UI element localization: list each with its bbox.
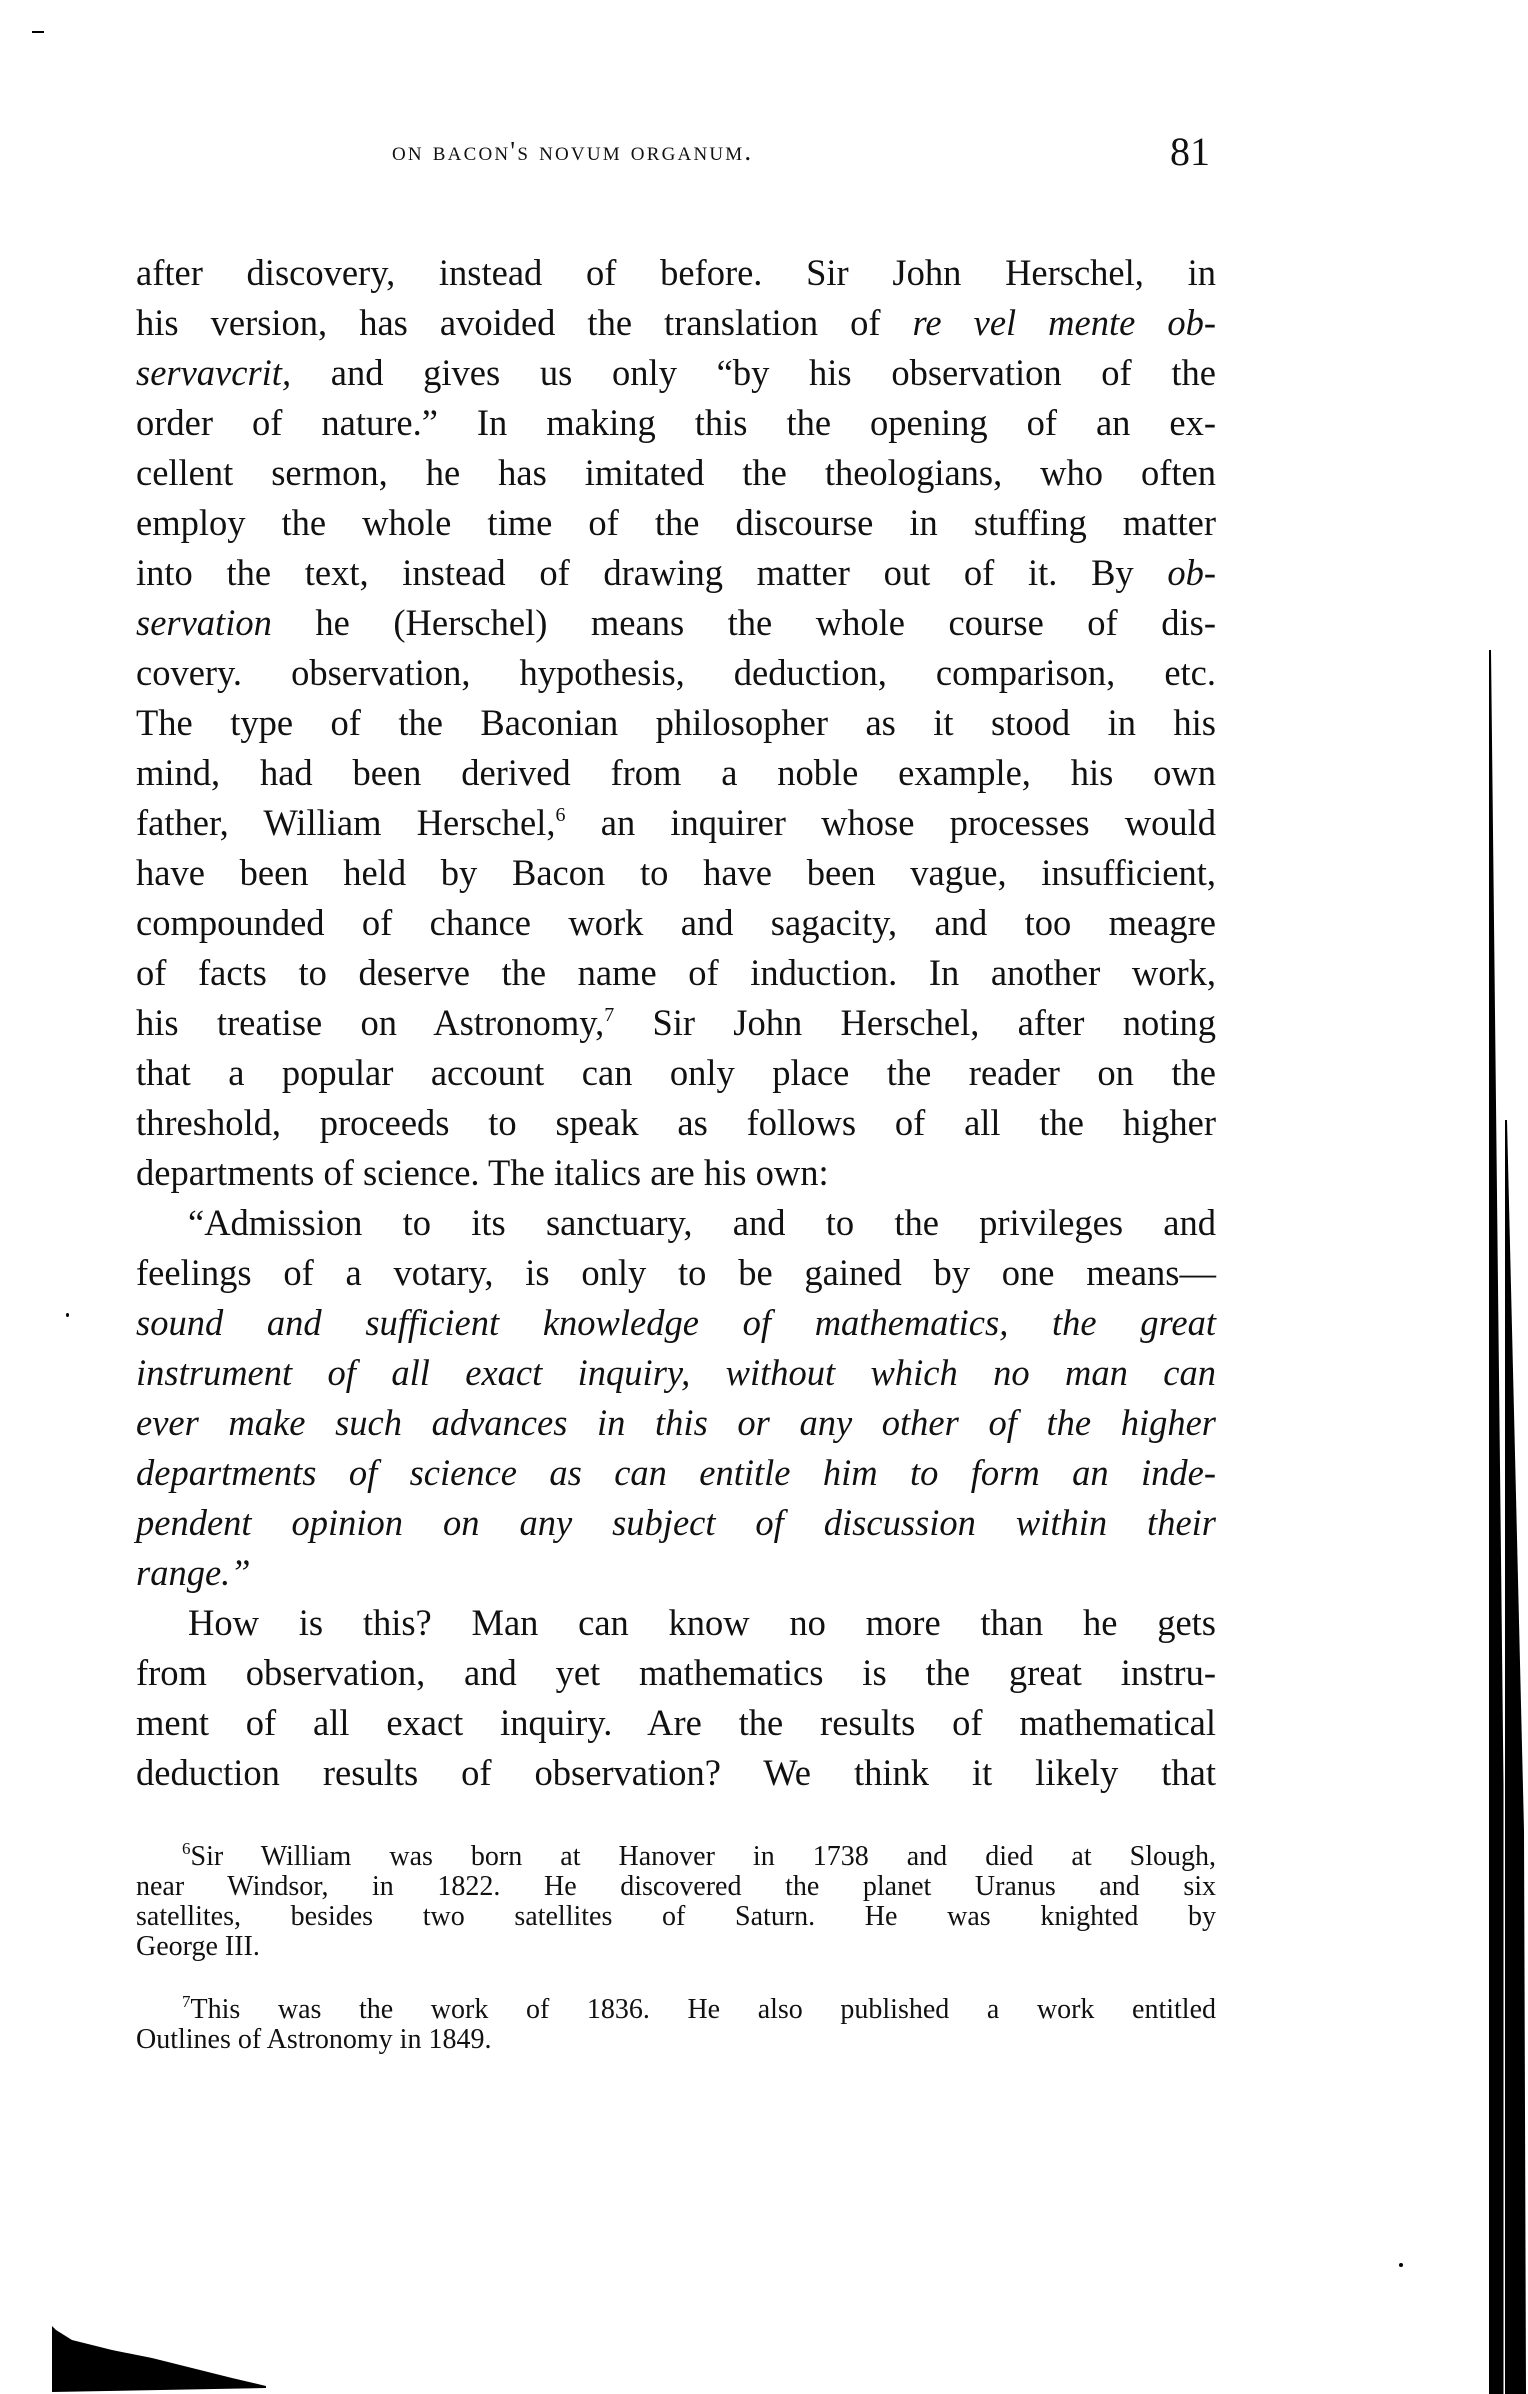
text-line xyxy=(136,1198,1216,1248)
text-line xyxy=(136,1648,1216,1698)
footnote-reference[interactable]: 7 xyxy=(604,1004,615,1026)
scan-speck xyxy=(66,1313,69,1317)
footnote-line xyxy=(136,1839,1216,1872)
text-line xyxy=(136,1098,1216,1148)
page-edge-shadow-inner xyxy=(1489,650,1504,2394)
text-run: “Admission to its sanctuary, and to the privileges and xyxy=(188,1202,1216,1243)
text-run: departments of science. The italics are his own: xyxy=(136,1152,829,1193)
footnote-line xyxy=(136,1872,1216,1902)
text-line xyxy=(136,798,1216,848)
page-edge-gap xyxy=(1504,1050,1506,2394)
scan-speck xyxy=(1399,2263,1403,2267)
footnote-reference[interactable]: 6 xyxy=(555,804,566,826)
text-run: into the text, instead of drawing matter out of it. By xyxy=(136,552,1168,593)
text-run: from observation, and yet mathematics is the great instru- xyxy=(136,1652,1216,1693)
page-number: 81 xyxy=(1170,129,1210,174)
corner-shadow-shape xyxy=(52,2326,266,2392)
text-line xyxy=(136,598,1216,648)
text-run: have been held by Bacon to have been vague, insufficient, xyxy=(136,852,1216,893)
text-run: he (Herschel) means the whole course of dis- xyxy=(271,602,1216,643)
footnotes xyxy=(136,1839,1216,2055)
text-line xyxy=(136,898,1216,948)
text-line xyxy=(136,1448,1216,1498)
italic-text: range.” xyxy=(136,1552,251,1593)
text-line xyxy=(136,848,1216,898)
italic-text: departments of science as can entitle him to form an inde- xyxy=(136,1452,1216,1493)
italic-text: sound and sufficient knowledge of mathematics, the great xyxy=(136,1302,1216,1343)
text-run: his treatise on Astronomy, xyxy=(136,1002,605,1043)
italic-text: instrument of all exact inquiry, without which no man can xyxy=(136,1352,1216,1393)
footnote-mark: 7 xyxy=(182,1992,191,2011)
text-run: and gives us only “by his observation of the xyxy=(291,352,1216,393)
text-line xyxy=(136,348,1216,398)
text-line xyxy=(136,1148,1216,1198)
text-run: satellites, besides two satellites of Saturn. He was knighted by xyxy=(136,1901,1216,1932)
text-line xyxy=(136,748,1216,798)
text-line xyxy=(136,1398,1216,1448)
text-line xyxy=(136,948,1216,998)
text-line xyxy=(136,398,1216,448)
text-line xyxy=(136,1048,1216,1098)
italic-text: pendent opinion on any subject of discussion within their xyxy=(136,1502,1216,1543)
text-line xyxy=(136,1498,1216,1548)
text-run: near Windsor, in 1822. He discovered the planet Uranus and six xyxy=(136,1871,1216,1902)
scan-mark xyxy=(32,31,44,33)
text-run: How is this? Man can know no more than he gets xyxy=(188,1602,1216,1643)
footnote-line xyxy=(136,1932,1216,1962)
text-run: employ the whole time of the discourse in stuffing matter xyxy=(136,502,1216,543)
text-line xyxy=(136,1348,1216,1398)
text-run: George III. xyxy=(136,1931,260,1962)
text-line xyxy=(136,1298,1216,1348)
footnote-line xyxy=(136,1902,1216,1932)
footnote-mark: 6 xyxy=(182,1839,191,1858)
text-line xyxy=(136,548,1216,598)
italic-text: servavcrit, xyxy=(136,352,292,393)
text-line xyxy=(136,648,1216,698)
text-run: This was the work of 1836. He also published a work entitled xyxy=(190,1994,1216,2025)
page-edge-shadow-outer xyxy=(1505,1120,1526,2394)
text-line xyxy=(136,1248,1216,1298)
text-run: Sir William was born at Hanover in 1738 and died at Slough, xyxy=(190,1841,1216,1872)
footnote-gap xyxy=(136,1962,1216,1995)
text-line xyxy=(136,1598,1216,1648)
text-run: that a popular account can only place the reader on the xyxy=(136,1052,1216,1093)
text-run: feelings of a votary, is only to be gained by one means— xyxy=(136,1252,1216,1293)
text-run: covery. observation, hypothesis, deduction, comparison, etc. xyxy=(136,652,1216,693)
italic-text: re vel mente ob- xyxy=(912,302,1216,343)
text-run: mind, had been derived from a noble example, his own xyxy=(136,752,1216,793)
page-edge-shadow xyxy=(1488,650,1528,2394)
italic-text: servation xyxy=(136,602,272,643)
text-line xyxy=(136,498,1216,548)
text-line xyxy=(136,1548,1216,1598)
text-run: father, William Herschel, xyxy=(136,802,556,843)
text-run: his version, has avoided the translation of xyxy=(136,302,913,343)
text-run: of facts to deserve the name of induction. In another work, xyxy=(136,952,1216,993)
text-run: ment of all exact inquiry. Are the results of mathematical xyxy=(136,1702,1216,1743)
text-run: The type of the Baconian philosopher as it stood in his xyxy=(136,702,1216,743)
text-line xyxy=(136,1698,1216,1748)
italic-text: ob- xyxy=(1167,552,1216,593)
footnote-7 xyxy=(136,1992,1216,2055)
corner-shadow xyxy=(52,2326,268,2392)
footnote-line xyxy=(136,2025,1216,2055)
text-run: cellent sermon, he has imitated the theologians, who often xyxy=(136,452,1216,493)
text-run: after discovery, instead of before. Sir John Herschel, in xyxy=(136,252,1216,293)
text-line xyxy=(136,248,1216,298)
running-head: on bacon's novum organum. xyxy=(392,136,754,166)
text-line xyxy=(136,698,1216,748)
text-line xyxy=(136,448,1216,498)
text-run: order of nature.” In making this the opening of an ex- xyxy=(136,402,1216,443)
text-line xyxy=(136,998,1216,1048)
text-run: an inquirer whose processes would xyxy=(565,802,1216,843)
italic-text: Outlines of Astronomy xyxy=(136,2024,393,2055)
text-run: Sir John Herschel, after noting xyxy=(614,1002,1216,1043)
text-line xyxy=(136,1748,1216,1798)
text-line xyxy=(136,298,1216,348)
italic-text: ever make such advances in this or any other of the higher xyxy=(136,1402,1216,1443)
text-run: compounded of chance work and sagacity, and too meagre xyxy=(136,902,1216,943)
text-run: in 1849. xyxy=(392,2024,492,2055)
footnote-line xyxy=(136,1992,1216,2025)
body-text xyxy=(136,248,1216,1798)
text-run: deduction results of observation? We think it likely that xyxy=(136,1752,1216,1793)
footnote-6 xyxy=(136,1839,1216,1962)
text-run: threshold, proceeds to speak as follows of all the higher xyxy=(136,1102,1216,1143)
